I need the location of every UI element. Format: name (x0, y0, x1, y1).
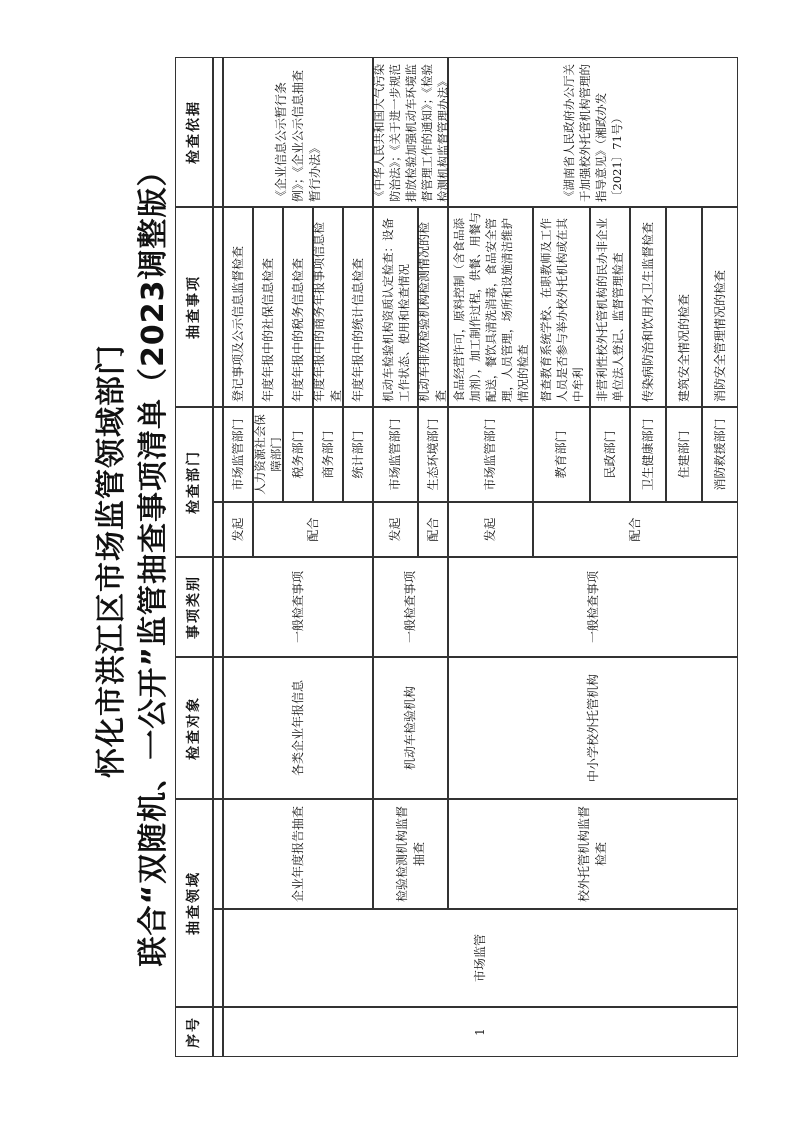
blank-row-cell (213, 799, 223, 909)
dept-cell: 统计部门 (343, 407, 373, 502)
category-inspection-agency: 一般检查事项 (373, 557, 448, 657)
item-cell: 传染病防治和饮用水卫生监督检查 (630, 207, 666, 407)
blank-row-cell (213, 657, 223, 799)
page-title-line2: 联合“双随机、一公开”监管抽查事项清单（2023调整版） (136, 155, 171, 967)
item-cell: 督查教育系统学校、在职教师及工作人员是否参与举办校外托机构或在其中牟利 (533, 207, 590, 407)
dept-cell: 市场监管部门 (448, 407, 533, 502)
dept-cell: 住建部门 (666, 407, 702, 502)
dept-cell: 税务部门 (283, 407, 313, 502)
header-object: 检查对象 (175, 657, 213, 799)
item-cell: 食品经营许可，原料控制（含食品添加剂），加工制作过程，供餐、用餐与配送，餐饮具清洗消毒，食品安全管理，人员管理，场所和设施清洁维护情况的检查 (448, 207, 533, 407)
item-cell: 年度年报中的社保信息检查 (253, 207, 283, 407)
dept-cell: 教育部门 (533, 407, 590, 502)
dept-cell: 卫生健康部门 (630, 407, 666, 502)
basis-annual-report: 《企业信息公示暂行条例》；《企业公示信息抽查暂行办法》 (223, 57, 373, 207)
header-basis: 检查依据 (175, 57, 213, 207)
item-cell: 年度年报中的税务信息检查 (283, 207, 313, 407)
item-cell: 建筑安全情况的检查 (666, 207, 702, 407)
object-inspection-agency: 机动车检验机构 (373, 657, 448, 799)
field-cell: 市场监管 (223, 909, 738, 1007)
partner-afterschool: 配合 (533, 502, 738, 557)
partner-inspection-agency: 配合 (418, 502, 448, 557)
item-cell: 机动车检验机构资质认定检查：设备工作状态、使用和检查情况 (373, 207, 418, 407)
blank-row-cell (213, 57, 223, 207)
dept-cell: 市场监管部门 (223, 407, 253, 502)
blank-row-cell (213, 1007, 223, 1057)
header-field: 抽查领域 (175, 799, 213, 1007)
item-cell: 登记事项及公示信息监督检查 (223, 207, 253, 407)
dept-cell: 商务部门 (313, 407, 343, 502)
partner-annual-report: 配合 (253, 502, 373, 557)
object-afterschool: 中小学校外托管机构 (448, 657, 738, 799)
object-annual-report: 各类企业年报信息 (223, 657, 373, 799)
seq-cell: 1 (223, 1007, 738, 1057)
category-afterschool: 一般检查事项 (448, 557, 738, 657)
blank-row-cell (213, 502, 223, 557)
subfield-inspection-agency: 检验检测机构监督抽查 (373, 799, 448, 909)
header-category: 事项类别 (175, 557, 213, 657)
subfield-afterschool: 校外托管机构监督检查 (448, 799, 738, 909)
dept-cell: 消防救援部门 (702, 407, 738, 502)
header-item: 抽查事项 (175, 207, 213, 407)
item-cell: 年度年报中的商务年报事项信息检查 (313, 207, 343, 407)
subfield-annual-report: 企业年度报告抽查 (223, 799, 373, 909)
basis-afterschool: 《湖南省人民政府办公厅关于加强校外托管机构管理的指导意见》（湘政办发〔2021〕71号） (448, 57, 738, 207)
initiator-afterschool: 发起 (448, 502, 533, 557)
initiator-inspection-agency: 发起 (373, 502, 418, 557)
item-cell: 年度年报中的统计信息检查 (343, 207, 373, 407)
blank-row-cell (213, 207, 223, 407)
dept-cell: 人力资源社会保障部门 (253, 407, 283, 502)
header-dept: 检查部门 (175, 407, 213, 557)
item-cell: 机动车排放检验机构检测情况的检查 (418, 207, 448, 407)
dept-cell: 市场监管部门 (373, 407, 418, 502)
dept-cell: 生态环境部门 (418, 407, 448, 502)
item-cell: 消防安全管理情况的检查 (702, 207, 738, 407)
category-annual-report: 一般检查事项 (223, 557, 373, 657)
header-seq: 序号 (175, 1007, 213, 1057)
item-cell: 非营利性校外托管机构的民办非企业单位法人登记、监督管理检查 (590, 207, 630, 407)
dept-cell: 民政部门 (590, 407, 630, 502)
blank-row-cell (213, 557, 223, 657)
basis-inspection-agency: 《中华人民共和国大气污染防治法》；《关于进一步规范排放检验加强机动车环境监督管理工作的通知》；《检验检测机构监督管理办法》 (373, 57, 448, 207)
initiator-annual-report: 发起 (223, 502, 253, 557)
blank-row-cell (213, 909, 223, 1007)
blank-row-cell (213, 407, 223, 502)
page-title-line1: 怀化市洪江区市场监管领域部门 (94, 344, 129, 778)
